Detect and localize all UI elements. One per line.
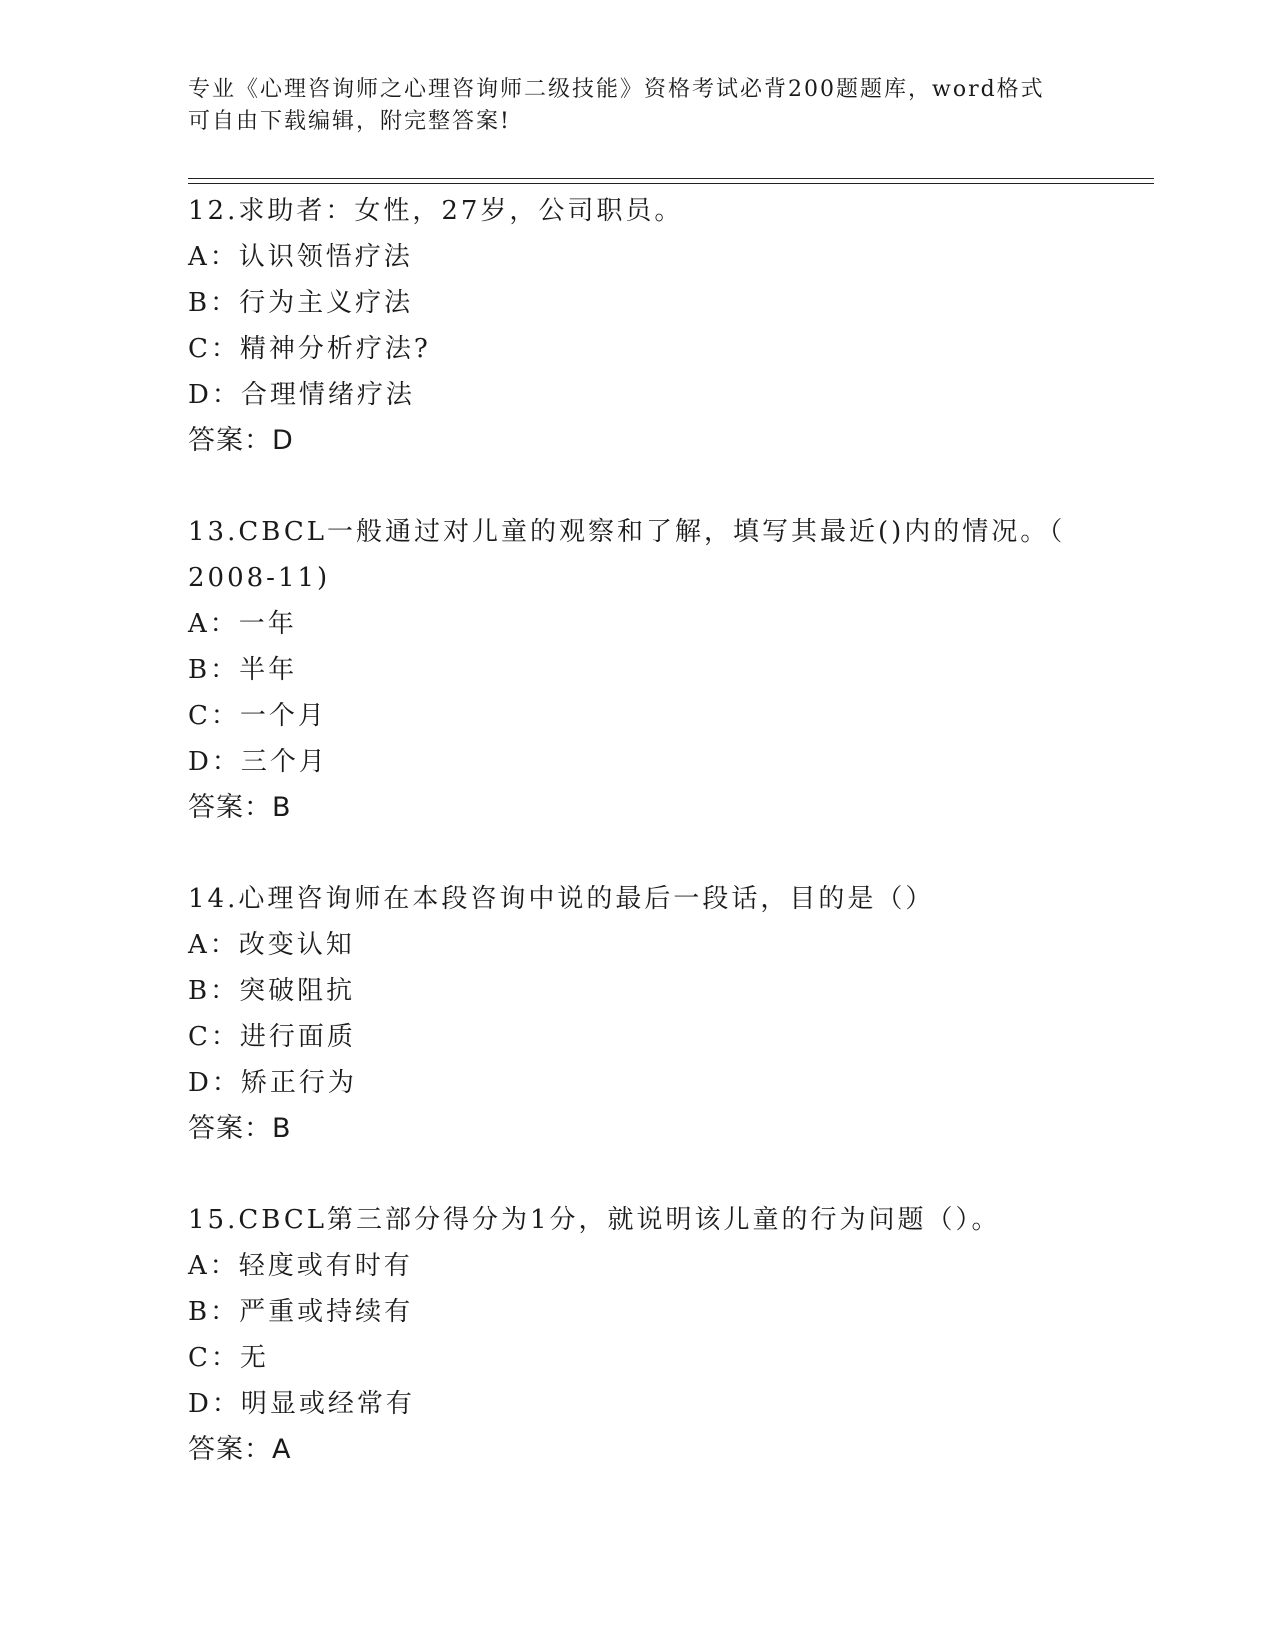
answer-line: 答案：B xyxy=(188,1113,292,1144)
document-header xyxy=(188,74,1088,138)
option-a: A：改变认知 xyxy=(188,930,355,960)
header-divider-top xyxy=(188,178,1154,179)
option-b: B：突破阻抗 xyxy=(188,976,356,1006)
question-block xyxy=(188,1197,1088,1473)
question-list xyxy=(188,188,1088,1473)
option-b: B：严重或持续有 xyxy=(188,1297,414,1327)
question-spacer xyxy=(188,464,1088,509)
question-spacer xyxy=(188,831,1088,876)
option-c: C：一个月 xyxy=(188,701,327,731)
option-d: D：合理情绪疗法 xyxy=(188,380,415,410)
question-stem-continued: 2008-11) xyxy=(188,563,331,593)
answer-line: 答案：A xyxy=(188,1434,292,1465)
option-d: D：明显或经常有 xyxy=(188,1389,415,1419)
header-divider-bottom xyxy=(188,183,1154,184)
question-spacer xyxy=(188,1152,1088,1197)
option-c: C：进行面质 xyxy=(188,1022,356,1052)
header-line-2: 可自由下载编辑，附完整答案! xyxy=(188,109,511,134)
option-a: A：认识领悟疗法 xyxy=(188,242,413,272)
question-block xyxy=(188,876,1088,1152)
answer-line: 答案：B xyxy=(188,792,292,823)
option-c: C：无 xyxy=(188,1343,269,1373)
question-stem: 15.CBCL第三部分得分为1分，就说明该儿童的行为问题（）。 xyxy=(188,1205,1001,1235)
option-b: B：行为主义疗法 xyxy=(188,288,414,318)
option-b: B：半年 xyxy=(188,655,298,685)
option-c: C：精神分析疗法? xyxy=(188,334,431,364)
question-block xyxy=(188,509,1088,831)
question-stem: 12.求助者：女性，27岁，公司职员。 xyxy=(188,196,684,226)
option-a: A：一年 xyxy=(188,609,297,639)
question-block xyxy=(188,188,1088,464)
option-d: D：三个月 xyxy=(188,747,328,777)
answer-line: 答案：D xyxy=(188,425,294,456)
question-stem: 14.心理咨询师在本段咨询中说的最后一段话，目的是（） xyxy=(188,884,935,914)
option-d: D：矫正行为 xyxy=(188,1068,357,1098)
option-a: A：轻度或有时有 xyxy=(188,1251,413,1281)
question-stem: 13.CBCL一般通过对儿童的观察和了解，填写其最近()内的情况。（ xyxy=(188,517,1066,547)
header-line-1: 专业《心理咨询师之心理咨询师二级技能》资格考试必背200题题库，word格式 xyxy=(188,77,1045,102)
